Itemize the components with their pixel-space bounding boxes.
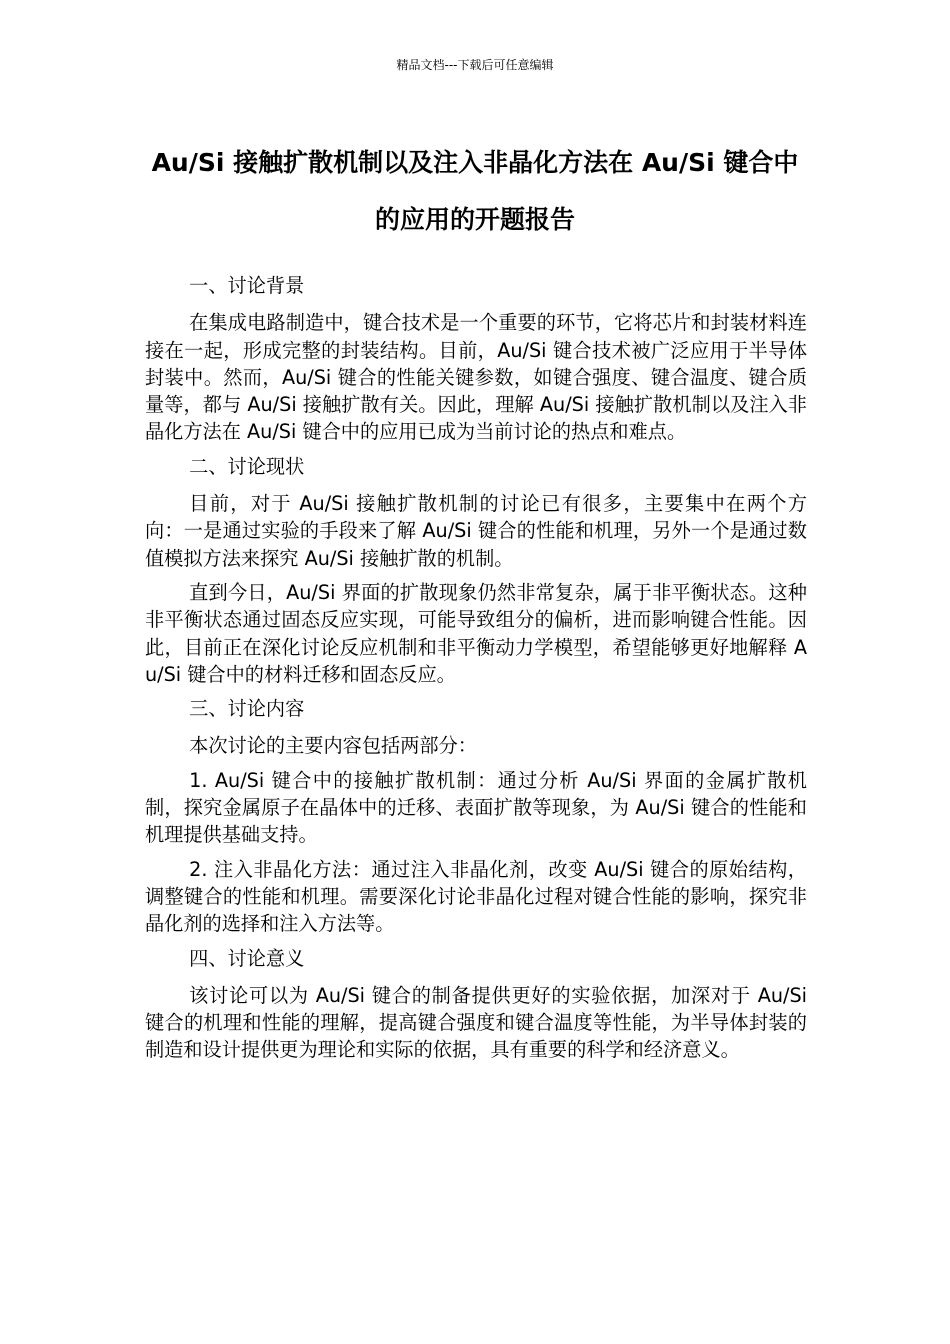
page-header: 精品文档---下载后可任意编辑 (396, 58, 554, 72)
document-body (145, 272, 807, 1071)
paragraph-content-intro: 本次讨论的主要内容包括两部分： (189, 734, 477, 758)
paragraph-status-2: 直到今日，Au/Si 界面的扩散现象仍然非常复杂，属于非平衡状态。这种非平衡状态通过固态反应实现，可能导致组分的偏析，进而影响键合性能。因此，目前正在深化讨论反应机制和非平衡动力学模型，希望能够更好地解释 Au/Si 键合中的材料迁移和固态反应。 (145, 580, 807, 686)
paragraph-status-1: 目前，对于 Au/Si 接触扩散机制的讨论已有很多，主要集中在两个方向：一是通过实验的手段来了解 Au/Si 键合的性能和机理，另外一个是通过数值模拟方法来探究 Au/Si 接触扩散的机制。 (145, 492, 807, 570)
section-heading-background: 一、讨论背景 (189, 274, 305, 297)
paragraph-significance: 该讨论可以为 Au/Si 键合的制备提供更好的实验依据，加深对于 Au/Si 键合的机理和性能的理解，提高键合强度和键合温度等性能，为半导体封装的制造和设计提供更为理论和实际的依据，具有重要的科学和经济意义。 (145, 983, 807, 1062)
document-title: Au/Si 接触扩散机制以及注入非晶化方法在 Au/Si 键合中的应用的开题报告 (151, 148, 799, 234)
section-heading-content: 三、讨论内容 (189, 697, 305, 721)
section-heading-status: 二、讨论现状 (189, 454, 305, 478)
paragraph-background: 在集成电路制造中，键合技术是一个重要的环节，它将芯片和封装材料连接在一起，形成完整的封装结构。目前，Au/Si 键合技术被广泛应用于半导体封装中。然而，Au/Si 键合的性能关键参数，如键合强度、键合温度、键合质量等，都与 Au/Si 接触扩散有关。因此，理解 Au/Si 接触扩散机制以及注入非晶化方法在 Au/Si 键合中的应用已成为当前讨论的热点和难点。 (145, 311, 807, 444)
paragraph-content-item-1: 1. Au/Si 键合中的接触扩散机制：通过分析 Au/Si 界面的金属扩散机制，探究金属原子在晶体中的迁移、表面扩散等现象，为 Au/Si 键合的性能和机理提供基础支持。 (145, 768, 807, 847)
paragraph-content-item-2: 2. 注入非晶化方法：通过注入非晶化剂，改变 Au/Si 键合的原始结构，调整键合的性能和机理。需要深化讨论非晶化过程对键合性能的影响，探究非晶化剂的选择和注入方法等。 (145, 857, 807, 936)
section-heading-significance: 四、讨论意义 (189, 946, 305, 970)
